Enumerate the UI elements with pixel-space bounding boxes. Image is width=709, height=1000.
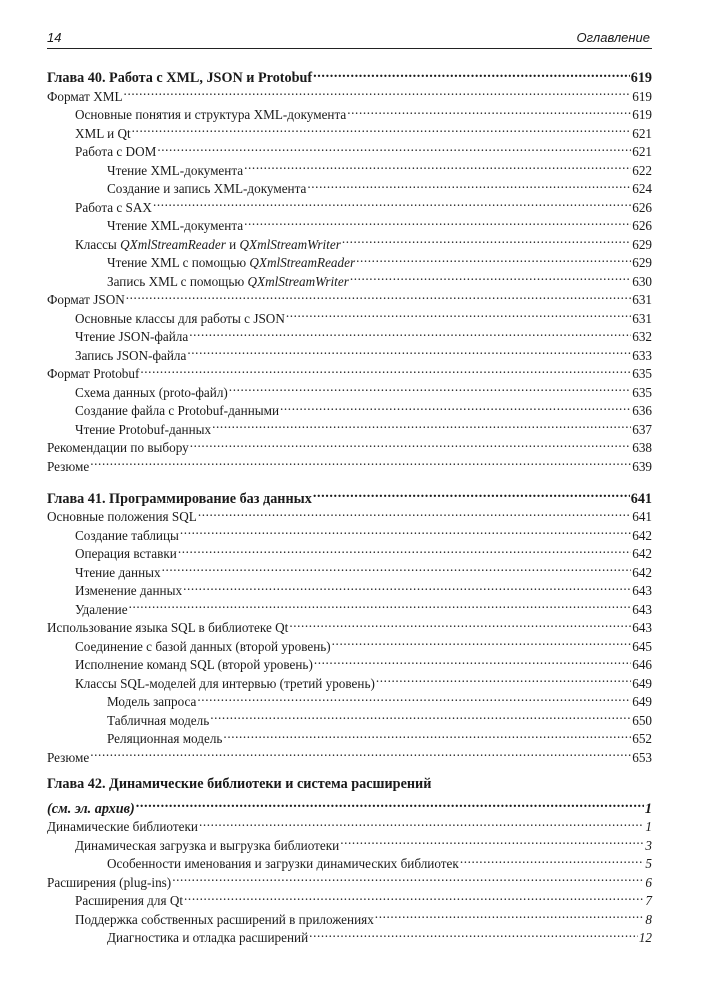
toc-entry-text: Чтение данных [75,564,161,580]
toc-entry-page: 630 [632,273,652,289]
toc-entry-text: Работа с SAX [75,199,152,215]
chapter-title [47,775,652,794]
toc-entry-page: 622 [632,162,652,178]
toc-entry-text: Удаление [75,601,128,617]
toc-entry-page: 641 [632,509,652,524]
toc-entry-text: Запись JSON-файла [75,347,187,363]
toc-entry-text: Использование языка SQL в библиотеке Qt [47,620,289,635]
toc-entry [47,82,652,104]
dot-leader [356,249,631,268]
dot-leader [180,521,631,540]
toc-entry-page: 621 [632,125,652,141]
toc-entry [47,286,652,305]
toc-entry [47,304,652,326]
chapter-title-text: Глава 42. Динамические библиотеки и система расширений [47,775,432,792]
chapter-title-text: Глава 40. Работа с XML, JSON и Protobuf [47,70,313,86]
chapter-section [47,63,652,474]
toc-entry-page: 633 [632,347,652,363]
toc-entry-text: Работа с DOM [75,144,157,159]
toc-entry-text: Исполнение команд SQL (второй уровень) [75,657,313,672]
toc-entry-text: Создание файла с Protobuf-данными [75,403,280,418]
dot-leader [198,503,631,522]
toc-entry-text: Изменение данных [75,583,183,598]
dot-leader [244,212,631,231]
toc-entry [47,452,652,474]
toc-entry-text: Расширения для Qt [75,893,184,908]
toc-entry [47,614,652,633]
chapter-title [47,63,652,86]
toc-entry-page: 649 [632,694,652,709]
toc-entry [47,595,652,617]
dot-leader [90,452,631,471]
dot-leader [229,378,631,397]
chapter-title [47,484,652,507]
chapter-page: 619 [630,70,652,86]
chapter-section [47,775,652,943]
toc-entry-text: Чтение XML-документа [107,218,244,233]
toc-entry-page: 3 [645,837,652,853]
dot-leader [313,484,630,503]
toc-entry-page: 6 [645,874,652,890]
toc-entry [47,813,652,832]
toc-entry-page: 619 [632,88,652,104]
toc-entry-text: Особенности именования и загрузки динамических библиотек [107,856,459,871]
toc-entry-text: Динамические библиотеки [47,819,198,834]
toc-entry-page: 642 [632,546,652,561]
toc-entry-text: Формат Protobuf [47,366,140,381]
toc-entry-text: Рекомендации по выбору [47,440,189,455]
toc-entry-page: 643 [632,601,652,617]
toc-entry-text: Чтение Protobuf-данных [75,421,212,437]
toc-entry-text: Расширения (plug-ins) [47,874,172,890]
toc-entry-page: 626 [632,218,652,233]
dot-leader [172,868,644,887]
dot-leader [375,905,645,924]
toc-entry [47,138,652,157]
dot-leader [340,831,644,850]
toc-entry-text: Динамическая загрузка и выгрузка библиотеки [75,837,340,853]
toc-entry-page: 624 [632,181,652,196]
toc-entry-text: Поддержка собственных расширений в приложениях [75,911,374,927]
class-name: QXmlStreamWriter [247,273,349,289]
dot-leader [90,743,631,762]
dot-leader [126,286,631,305]
dot-leader [129,595,632,614]
dot-leader [280,397,631,416]
running-title: Оглавление [576,30,650,45]
chapter-page: 641 [630,490,652,507]
toc-entry-text [75,236,341,255]
table-of-contents [47,63,652,955]
toc-entry-page: 12 [638,930,652,945]
dot-leader [190,434,631,453]
toc-entry-page: 635 [632,366,652,381]
toc-entry-text: Соединение с базой данных (второй уровень) [75,638,331,654]
chapter-title-note: (см. эл. архив) [47,800,135,817]
toc-entry-text: Чтение JSON-файла [75,329,189,344]
toc-entry-page: 639 [632,458,652,474]
dot-leader [376,669,631,688]
chapter-title-line2 [47,794,652,817]
toc-entry-page: 646 [632,657,652,672]
toc-entry-page: 643 [632,620,652,635]
dot-leader [460,850,645,869]
dot-leader [178,540,631,559]
dot-leader [197,688,631,707]
class-name: QXmlStreamWriter [239,236,341,252]
toc-entry-page: 621 [632,144,652,159]
toc-entry-page: 8 [645,911,652,927]
toc-entry-text: Классы SQL-моделей для интервью (третий уровень) [75,675,375,691]
toc-entry-text: Табличная модель [107,712,210,728]
toc-entry-page: 632 [632,329,652,344]
entry-text-part: Классы [75,236,121,252]
toc-entry-page: 1 [645,819,652,834]
dot-leader [183,577,631,596]
toc-entry-page: 629 [632,255,652,270]
dot-leader [132,119,632,138]
entry-text-part: Чтение XML с помощью [107,255,250,270]
toc-entry-page: 7 [645,893,652,908]
dot-leader [289,614,631,633]
toc-entry-page: 626 [632,199,652,215]
toc-entry-page: 637 [632,421,652,437]
dot-leader [187,341,631,360]
dot-leader [153,193,631,212]
toc-entry-page: 642 [632,564,652,580]
chapter-section [47,484,652,765]
dot-leader [332,632,632,651]
dot-leader [313,63,630,82]
toc-entry-page: 636 [632,403,652,418]
dot-leader [157,138,631,157]
toc-entry-text: Резюме [47,458,90,474]
toc-entry-text: Модель запроса [107,694,197,709]
toc-entry-page: 638 [632,440,652,455]
dot-leader [189,323,631,342]
toc-entry-text: Операция вставки [75,546,177,561]
class-name: QXmlStreamReader [120,236,226,252]
toc-entry-text: Основные понятия и структура XML-документа [75,107,347,122]
toc-entry-text [107,254,355,273]
toc-entry-page: 653 [632,749,652,765]
dot-leader [184,887,644,906]
toc-entry-text: Диагностика и отладка расширений [107,930,309,945]
toc-entry-text: Формат JSON [47,292,125,307]
dot-leader [342,230,631,249]
page-header [47,28,652,49]
toc-entry-page: 631 [632,310,652,326]
dot-leader [223,725,631,744]
dot-leader [210,706,631,725]
dot-leader [136,794,644,813]
toc-entry-page: 645 [632,638,652,654]
toc-entry-text: Формат XML [47,88,123,104]
page-number: 14 [47,30,62,45]
toc-entry-page: 631 [632,292,652,307]
entry-text-part: Запись XML с помощью [107,273,248,289]
toc-entry-text: XML и Qt [75,125,131,141]
dot-leader [350,267,631,286]
dot-leader [314,651,631,670]
dot-leader [309,924,638,943]
toc-entry-text: Создание таблицы [75,527,179,543]
toc-entry-page: 629 [632,236,652,252]
toc-entry-page: 635 [632,384,652,400]
toc-entry-page: 619 [632,107,652,122]
toc-entry-text: Резюме [47,749,90,765]
dot-leader [124,82,632,101]
dot-leader [244,156,631,175]
toc-entry-page: 649 [632,675,652,691]
toc-entry-text: Схема данных (proto-файл) [75,384,228,400]
dot-leader [286,304,631,323]
toc-entry-text: Создание и запись XML-документа [107,181,307,196]
dot-leader [162,558,632,577]
class-name: QXmlStreamReader [249,255,356,270]
toc-entry-page: 5 [645,856,652,871]
toc-entry-text: Основные положения SQL [47,509,197,524]
toc-entry [47,743,652,765]
toc-entry-page: 650 [632,712,652,728]
dot-leader [307,175,631,194]
toc-entry-text: Основные классы для работы с JSON [75,310,285,326]
dot-leader [199,813,644,832]
toc-entry [47,119,652,141]
toc-entry-page: 643 [632,583,652,598]
chapter-title-text: Глава 41. Программирование баз данных [47,490,312,507]
toc-entry-page: 642 [632,527,652,543]
dot-leader [140,360,631,379]
dot-leader [212,415,631,434]
chapter-page: 1 [644,800,652,817]
dot-leader [347,101,631,120]
toc-entry-text: Реляционная модель [107,731,223,746]
toc-entry-text: Чтение XML-документа [107,162,244,178]
toc-entry-page: 652 [632,731,652,746]
toc-entry [47,101,652,120]
entry-text-part: и [225,236,240,252]
